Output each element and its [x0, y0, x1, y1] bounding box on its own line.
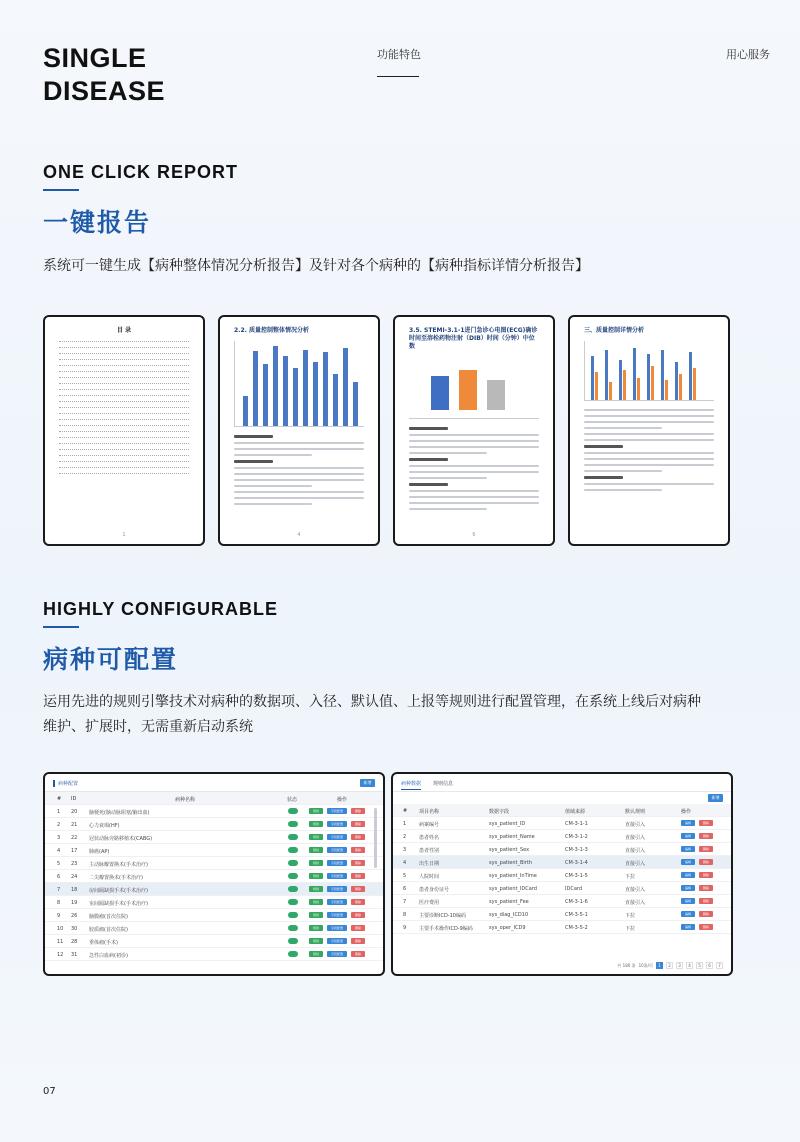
row-name: 急性白血病(初诊)	[89, 953, 128, 959]
row-field: sys_patient_Name	[489, 834, 535, 840]
table-header	[393, 804, 731, 817]
row-field: sys_patient_Fee	[489, 899, 529, 905]
rule-button[interactable]: 规则	[309, 847, 323, 853]
row-number: 2	[403, 834, 407, 840]
section2-title-en: HIGHLY CONFIGURABLE	[43, 599, 279, 619]
row-id: 24	[71, 874, 78, 880]
pager-page[interactable]: 3	[676, 962, 683, 969]
table-row[interactable]	[45, 896, 383, 909]
row-id: 21	[71, 822, 78, 828]
delete-button[interactable]: 删除	[351, 912, 365, 918]
field-config-button[interactable]: 字段配置	[327, 860, 347, 866]
row-field: sys_patient_ID	[489, 821, 526, 827]
row-item-name: 患者性别	[419, 848, 440, 854]
row-id: 22	[71, 835, 78, 841]
section1-title-en: ONE CLICK REPORT	[43, 162, 239, 182]
row-number: 7	[403, 899, 407, 905]
row-number: 10	[57, 926, 64, 932]
table-row[interactable]	[45, 831, 383, 844]
row-id: 31	[71, 952, 78, 958]
section1-divider	[43, 189, 79, 191]
row-name: 胶质瘤(首次住院)	[89, 927, 128, 933]
row-number: 5	[403, 873, 407, 879]
status-toggle[interactable]	[288, 951, 298, 957]
row-id: 23	[71, 861, 78, 867]
row-rule: 直接引入	[625, 835, 646, 841]
table-row[interactable]	[45, 844, 383, 857]
section2-description-line-2: 维护、扩展时，无需重新启动系统	[43, 719, 253, 735]
row-source: CM-3-1-4	[565, 860, 588, 866]
row-number: 3	[403, 847, 407, 853]
pagination	[617, 962, 723, 969]
row-number: 1	[57, 809, 61, 815]
delete-button[interactable]: 删除	[351, 899, 365, 905]
table-row[interactable]	[45, 818, 383, 831]
table-row[interactable]	[45, 935, 383, 948]
edit-button[interactable]: 编辑	[681, 911, 695, 917]
field-config-panel	[391, 772, 733, 976]
delete-button[interactable]: 删除	[351, 925, 365, 931]
report-page-title: 三、质量控制详情分析	[584, 327, 645, 334]
report-page-number: 4	[297, 532, 301, 538]
delete-button[interactable]: 删除	[351, 886, 365, 892]
edit-button[interactable]: 编辑	[681, 833, 695, 839]
report-page-overall	[218, 315, 380, 546]
status-toggle[interactable]	[288, 821, 298, 827]
column-header: 默认规则	[625, 809, 646, 815]
column-header: 操作	[681, 809, 692, 815]
row-rule: 下拉	[625, 874, 636, 880]
pager-page[interactable]: 7	[716, 962, 723, 969]
row-source: IDCard	[565, 886, 583, 892]
edit-button[interactable]: 编辑	[681, 924, 695, 930]
row-item-name: 患者身份证号	[419, 887, 450, 893]
status-toggle[interactable]	[288, 860, 298, 866]
row-name: 脑梗死(脑动脉阻塞/脑出血)	[89, 810, 150, 816]
delete-button[interactable]: 删除	[351, 847, 365, 853]
edit-button[interactable]: 编辑	[681, 898, 695, 904]
rule-button[interactable]: 规则	[309, 912, 323, 918]
table-row[interactable]	[45, 922, 383, 935]
row-name: 主动脉瓣置换术(手术治疗)	[89, 862, 148, 868]
row-item-name: 病案编号	[419, 822, 440, 828]
detail-group-chart	[584, 341, 714, 401]
row-name: 二尖瓣置换术(手术治疗)	[89, 875, 143, 881]
page-number: 07	[43, 1086, 56, 1097]
row-item-name: 医疗费用	[419, 900, 440, 906]
row-name: 肺癌(AP)	[89, 849, 110, 855]
scrollbar[interactable]	[374, 808, 377, 868]
pager-page[interactable]: 1	[656, 962, 663, 969]
field-config-button[interactable]: 字段配置	[327, 951, 347, 957]
report-page-toc	[43, 315, 205, 546]
delete-button[interactable]: 删除	[699, 859, 713, 865]
table-row[interactable]	[45, 870, 383, 883]
pager-page[interactable]: 5	[696, 962, 703, 969]
row-rule: 下拉	[625, 913, 636, 919]
row-field: sys_patient_InTime	[489, 873, 537, 879]
row-name: 垂体瘤(手术)	[89, 940, 118, 946]
rule-button[interactable]: 规则	[309, 925, 323, 931]
edit-button[interactable]: 编辑	[681, 846, 695, 852]
table-row[interactable]	[393, 830, 731, 843]
tab-rule-info[interactable]: 规则信息	[433, 781, 454, 787]
row-number: 4	[57, 848, 61, 854]
rule-button[interactable]: 规则	[309, 860, 323, 866]
row-number: 12	[57, 952, 64, 958]
row-source: CM-3-1-3	[565, 847, 588, 853]
status-toggle[interactable]	[288, 873, 298, 879]
row-number: 8	[403, 912, 407, 918]
row-item-name: 患者姓名	[419, 835, 440, 841]
row-number: 1	[403, 821, 407, 827]
row-number: 2	[57, 822, 61, 828]
table-row[interactable]	[45, 883, 383, 896]
status-toggle[interactable]	[288, 847, 298, 853]
pager-total: 共 180 条	[617, 962, 636, 968]
stemi-box-chart	[409, 357, 539, 419]
row-item-name: 人院时间	[419, 874, 440, 880]
delete-button[interactable]: 删除	[699, 885, 713, 891]
row-id: 19	[71, 900, 78, 906]
delete-button[interactable]: 删除	[351, 821, 365, 827]
row-rule: 直接引入	[625, 861, 646, 867]
column-header: 操作	[337, 797, 348, 803]
row-number: 6	[57, 874, 61, 880]
section1-description: 系统可一键生成【病种整体情况分析报告】及针对各个病种的【病种指标详情分析报告】	[43, 258, 589, 274]
row-number: 5	[57, 861, 61, 867]
brand-line-1: SINGLE	[43, 43, 147, 73]
status-toggle[interactable]	[288, 912, 298, 918]
column-header: #	[57, 796, 62, 802]
edit-button[interactable]: 编辑	[681, 820, 695, 826]
row-number: 4	[403, 860, 407, 866]
brand-line-2: DISEASE	[43, 76, 166, 106]
row-name: 室间隔缺损手术(手术治疗)	[89, 901, 148, 907]
rule-button[interactable]: 规则	[309, 873, 323, 879]
column-header: 项目名称	[419, 809, 440, 815]
delete-button[interactable]: 删除	[699, 833, 713, 839]
rule-button[interactable]: 规则	[309, 938, 323, 944]
delete-button[interactable]: 删除	[699, 846, 713, 852]
tab-disease-data[interactable]: 病种数据	[401, 780, 421, 790]
section2-description	[43, 690, 763, 740]
column-header: 状态	[287, 797, 298, 803]
delete-button[interactable]: 删除	[699, 872, 713, 878]
row-field: sys_patient_IDCard	[489, 886, 537, 892]
nav-active-underline	[377, 76, 419, 77]
delete-button[interactable]: 删除	[699, 898, 713, 904]
brand-title	[43, 42, 165, 108]
overall-bar-chart	[234, 341, 364, 427]
rule-button[interactable]: 规则	[309, 808, 323, 814]
add-button[interactable]: 新增	[360, 779, 375, 787]
delete-button[interactable]: 删除	[699, 911, 713, 917]
row-item-name: 主要手术操作ICD-9编码	[419, 926, 473, 932]
field-config-button[interactable]: 字段配置	[327, 925, 347, 931]
table-row[interactable]	[393, 817, 731, 830]
nav-feature[interactable]: 功能特色	[377, 48, 421, 61]
column-header: 病种名称	[175, 797, 196, 803]
disease-config-panel	[43, 772, 385, 976]
report-page-number: 6	[472, 532, 476, 538]
row-id: 20	[71, 809, 78, 815]
delete-button[interactable]: 删除	[699, 924, 713, 930]
row-source: CM-3-1-2	[565, 834, 588, 840]
row-id: 28	[71, 939, 78, 945]
column-header: 数据字段	[489, 809, 510, 815]
row-source: CM-3-1-6	[565, 899, 588, 905]
row-id: 17	[71, 848, 78, 854]
table-row[interactable]	[45, 909, 383, 922]
row-number: 8	[57, 900, 61, 906]
rule-button[interactable]: 规则	[309, 899, 323, 905]
row-source: CM-3-1-1	[565, 821, 588, 827]
field-config-button[interactable]: 字段配置	[327, 847, 347, 853]
delete-button[interactable]: 删除	[351, 860, 365, 866]
table-row[interactable]	[393, 843, 731, 856]
field-config-button[interactable]: 字段配置	[327, 834, 347, 840]
column-header: #	[403, 808, 408, 814]
row-number: 11	[57, 939, 64, 945]
field-config-button[interactable]: 字段配置	[327, 873, 347, 879]
row-field: sys_diag_ICD10	[489, 912, 529, 918]
pager-size[interactable]: 10条/页	[638, 962, 653, 968]
field-config-button[interactable]: 字段配置	[327, 886, 347, 892]
row-id: 30	[71, 926, 78, 932]
panel-title: 病种配置	[53, 780, 78, 787]
rule-button[interactable]: 规则	[309, 886, 323, 892]
row-id: 18	[71, 887, 78, 893]
report-page-number: 1	[122, 532, 126, 538]
table-row[interactable]	[393, 921, 731, 934]
table-row[interactable]	[393, 869, 731, 882]
delete-button[interactable]: 删除	[699, 820, 713, 826]
status-toggle[interactable]	[288, 938, 298, 944]
row-rule: 下拉	[625, 926, 636, 932]
report-page-title: 2.2. 质量控制整体情况分析	[234, 327, 309, 334]
delete-button[interactable]: 删除	[351, 808, 365, 814]
table-row[interactable]	[393, 856, 731, 869]
row-field: sys_oper_ICD9	[489, 925, 526, 931]
status-toggle[interactable]	[288, 886, 298, 892]
row-number: 9	[57, 913, 61, 919]
nav-service[interactable]: 用心服务	[726, 48, 770, 61]
table-row[interactable]	[45, 857, 383, 870]
row-number: 9	[403, 925, 407, 931]
report-page-detail	[568, 315, 730, 546]
row-source: CM-3-1-5	[565, 873, 588, 879]
report-page-title: 目 录	[116, 327, 132, 334]
row-number: 7	[57, 887, 61, 893]
report-page-stemi	[393, 315, 555, 546]
row-item-name: 出生日期	[419, 861, 440, 867]
row-source: CM-3-5-2	[565, 925, 588, 931]
row-item-name: 主要诊断ICD-10编码	[419, 913, 466, 919]
table-row[interactable]	[393, 908, 731, 921]
edit-button[interactable]: 编辑	[681, 872, 695, 878]
row-number: 6	[403, 886, 407, 892]
edit-button[interactable]: 编辑	[681, 885, 695, 891]
row-field: sys_patient_Sex	[489, 847, 530, 853]
edit-button[interactable]: 编辑	[681, 859, 695, 865]
section2-description-line-1: 运用先进的规则引擎技术对病种的数据项、入径、默认值、上报等规则进行配置管理，在系统上线后对病种	[43, 694, 701, 710]
row-number: 3	[57, 835, 61, 841]
row-field: sys_patient_Birth	[489, 860, 532, 866]
table-row[interactable]	[393, 895, 731, 908]
rule-button[interactable]: 规则	[309, 834, 323, 840]
row-rule: 直接引入	[625, 887, 646, 893]
section2-divider	[43, 626, 79, 628]
field-config-button[interactable]: 字段配置	[327, 938, 347, 944]
delete-button[interactable]: 删除	[351, 834, 365, 840]
status-toggle[interactable]	[288, 899, 298, 905]
field-config-button[interactable]: 字段配置	[327, 821, 347, 827]
field-config-button[interactable]: 字段配置	[327, 899, 347, 905]
delete-button[interactable]: 删除	[351, 938, 365, 944]
table-row[interactable]	[393, 882, 731, 895]
row-id: 26	[71, 913, 78, 919]
table-header	[45, 792, 383, 805]
row-rule: 直接引入	[625, 822, 646, 828]
field-config-button[interactable]: 字段配置	[327, 808, 347, 814]
pager-page[interactable]: 6	[706, 962, 713, 969]
column-header: 值域来源	[565, 809, 586, 815]
row-name: 冠状动脉旁路移植术(CABG)	[89, 836, 153, 842]
table-row[interactable]	[45, 805, 383, 818]
row-name: 脑膜瘤(首次住院)	[89, 914, 128, 920]
table-row[interactable]	[45, 948, 383, 961]
field-config-button[interactable]: 字段配置	[327, 912, 347, 918]
row-rule: 直接引入	[625, 848, 646, 854]
delete-button[interactable]: 删除	[351, 951, 365, 957]
row-name: 心力衰竭(HF)	[89, 823, 120, 829]
row-source: CM-3-5-1	[565, 912, 588, 918]
delete-button[interactable]: 删除	[351, 873, 365, 879]
section2-title-zh: 病种可配置	[43, 645, 179, 674]
status-toggle[interactable]	[288, 834, 298, 840]
rule-button[interactable]: 规则	[309, 951, 323, 957]
add-button[interactable]: 新增	[708, 794, 723, 802]
column-header: ID	[71, 796, 77, 802]
pager-page[interactable]: 2	[666, 962, 673, 969]
row-name: 房间隔缺损手术(手术治疗)	[89, 888, 148, 894]
status-toggle[interactable]	[288, 808, 298, 814]
status-toggle[interactable]	[288, 925, 298, 931]
rule-button[interactable]: 规则	[309, 821, 323, 827]
section1-title-zh: 一键报告	[43, 208, 152, 237]
pager-page[interactable]: 4	[686, 962, 693, 969]
row-rule: 直接引入	[625, 900, 646, 906]
report-page-title: 3.5. STEMI-3.1-1进门急诊心电图(ECG)确诊时间至溶栓药物注射（DIB）时间（分钟）中位数	[409, 327, 538, 350]
